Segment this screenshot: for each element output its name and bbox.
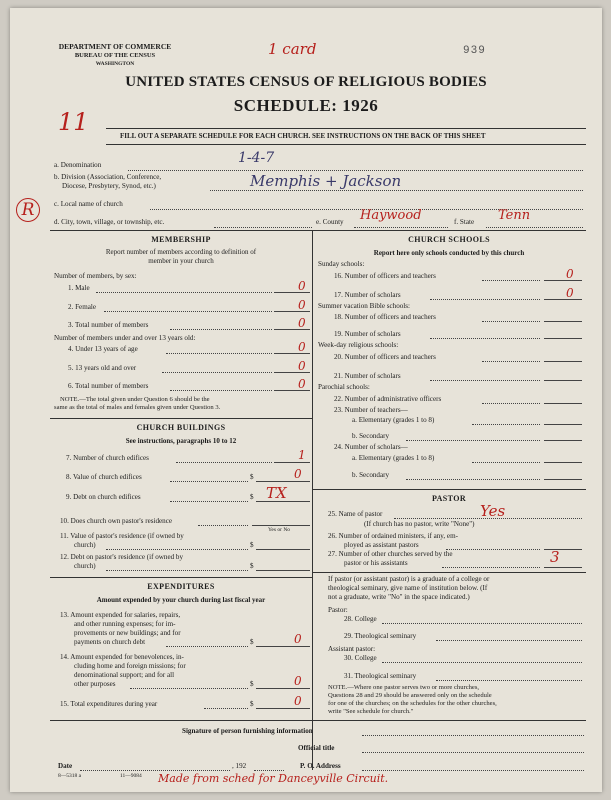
- q14-value: 0: [294, 674, 302, 688]
- q23-label: 23. Number of teachers—: [334, 406, 408, 414]
- q13-label-4: payments on church debt: [74, 638, 146, 646]
- sunday-schools-label: Sunday schools:: [318, 260, 365, 268]
- department-block: [40, 43, 190, 69]
- schools-header: CHURCH SCHOOLS: [408, 235, 490, 244]
- dept-line-2: BUREAU OF THE CENSUS: [74, 51, 156, 59]
- members-by-age-label: Number of members under and over 13 years old:: [54, 334, 196, 342]
- q14-dollar: $: [250, 680, 254, 688]
- po-address-label: P. O. Address: [300, 762, 341, 770]
- official-title-label: Official title: [298, 744, 335, 752]
- signature-label: Signature of person furnishing information: [182, 727, 313, 735]
- dept-line-3: WASHINGTON: [95, 61, 135, 67]
- q16-value: 0: [566, 267, 574, 281]
- q19-label: 19. Number of scholars: [334, 330, 401, 338]
- q27-label-1: 27. Number of other churches served by the: [328, 550, 453, 558]
- county-value: Haywood: [360, 208, 422, 223]
- pastor-header: PASTOR: [431, 494, 467, 503]
- q13-dollar: $: [250, 638, 254, 646]
- members-by-sex-label: Number of members, by sex:: [54, 272, 137, 280]
- q8-label: 8. Value of church edifices: [66, 473, 142, 481]
- q8-value: 0: [294, 467, 302, 481]
- q15-value: 0: [294, 694, 302, 708]
- division-label-2: Diocese, Presbytery, Synod, etc.): [62, 182, 156, 190]
- q7-value: 1: [298, 448, 306, 462]
- city-label: d. City, town, village, or township, etc.: [54, 218, 165, 226]
- q14-label-2: cluding home and foreign missions; for: [74, 662, 186, 670]
- q4-value: 0: [298, 340, 306, 354]
- q23a-label: a. Elementary (grades 1 to 8): [352, 416, 435, 424]
- county-label: e. County: [316, 218, 344, 226]
- q1-value: 0: [298, 279, 306, 293]
- membership-note-1: NOTE.—The total given under Question 6 should be the: [60, 396, 210, 403]
- q12-dollar: $: [250, 562, 254, 570]
- graduate-text-2: theological seminary, give name of institution below. (If: [328, 584, 488, 592]
- q22-label: 22. Number of administrative officers: [334, 395, 442, 403]
- dept-line-1: DEPARTMENT OF COMMERCE: [58, 42, 172, 51]
- q9-label: 9. Debt on church edifices: [66, 493, 141, 501]
- q20-label: 20. Number of officers and teachers: [334, 353, 436, 361]
- q28-label: 28. College: [344, 615, 377, 623]
- q25-sub: (If church has no pastor, write "None"): [364, 520, 475, 528]
- q24b-label: b. Secondary: [352, 471, 390, 479]
- parochial-schools-label: Parochial schools:: [318, 383, 370, 391]
- q3-label: 3. Total number of members: [68, 321, 149, 329]
- division-label-1: b. Division (Association, Conference,: [54, 173, 162, 181]
- q14-label-3: denominational support; and for all: [74, 671, 175, 679]
- membership-sub-2: member in your church: [148, 257, 214, 265]
- q12-label-2: church): [74, 562, 96, 570]
- q14-label-1: 14. Amount expended for benevolences, in-: [60, 653, 184, 661]
- membership-sub-1: Report number of members according to definition of: [105, 248, 257, 256]
- q26-label-2: ployed as assistant pastors: [344, 541, 419, 549]
- q11-label-2: church): [74, 541, 96, 549]
- q25-value: Yes: [480, 502, 506, 520]
- q13-value: 0: [294, 632, 302, 646]
- q16-label: 16. Number of officers and teachers: [334, 272, 436, 280]
- q6-label: 6. Total number of members: [68, 382, 149, 390]
- expenditures-sub: Amount expended by your church during last fiscal year: [96, 596, 266, 604]
- denomination-label: a. Denomination: [54, 161, 102, 169]
- membership-note-2: same as the total of males and females given under Question 3.: [54, 404, 221, 411]
- q5-value: 0: [298, 359, 306, 373]
- q18-label: 18. Number of officers and teachers: [334, 313, 436, 321]
- q25-label: 25. Name of pastor: [328, 510, 383, 518]
- form-code-2: 11—9084: [120, 773, 142, 779]
- buildings-sub: See instructions, paragraphs 10 to 12: [125, 437, 237, 445]
- form-title: UNITED STATES CENSUS OF RELIGIOUS BODIES: [125, 74, 487, 90]
- form-number: 939: [463, 45, 486, 57]
- yes-no-hint: Yes or No: [268, 527, 291, 533]
- q24-label: 24. Number of scholars—: [334, 443, 408, 451]
- q13-label-2: and other running expenses; for im-: [74, 620, 176, 628]
- q1-label: 1. Male: [68, 284, 90, 292]
- division-value: Memphis + Jackson: [250, 172, 402, 190]
- instructions-line: FILL OUT A SEPARATE SCHEDULE FOR EACH CHURCH. SEE INSTRUCTIONS ON THE BACK OF THIS SHEET: [120, 132, 486, 140]
- q26-label-1: 26. Number of ordained ministers, if any, em-: [328, 532, 458, 540]
- q8-dollar: $: [250, 473, 254, 481]
- q14-label-4: other purposes: [74, 680, 116, 688]
- date-year: , 192: [232, 762, 247, 770]
- q2-label: 2. Female: [68, 303, 96, 311]
- weekday-schools-label: Week-day religious schools:: [318, 341, 399, 349]
- pastor-note-4: write "See schedule for church.": [328, 708, 414, 715]
- q11-dollar: $: [250, 541, 254, 549]
- q13-label-1: 13. Amount expended for salaries, repairs,: [60, 611, 181, 619]
- circled-r-mark: R: [16, 198, 40, 222]
- form-code-1: 8—5318 a: [58, 773, 82, 779]
- date-label: Date: [58, 762, 73, 770]
- state-value: Tenn: [498, 208, 531, 223]
- q13-label-3: provements or new buildings; and for: [74, 629, 181, 637]
- pastor-note-1: NOTE.—Where one pastor serves two or more churches,: [328, 684, 480, 691]
- q10-label: 10. Does church own pastor's residence: [60, 517, 172, 525]
- handwritten-margin-number: 11: [58, 108, 89, 136]
- expenditures-header: EXPENDITURES: [147, 582, 215, 591]
- summer-schools-label: Summer vacation Bible schools:: [318, 302, 411, 310]
- pastor-note-2: Questions 28 and 29 should be answered only on the schedule: [328, 692, 492, 699]
- q3-value: 0: [298, 316, 306, 330]
- state-label: f. State: [454, 218, 475, 226]
- handwritten-card-note: 1 card: [268, 40, 317, 58]
- assistant-pastor-label: Assistant pastor:: [328, 645, 376, 653]
- pastor-label: Pastor:: [328, 606, 348, 614]
- q12-label-1: 12. Debt on pastor's residence (if owned by: [60, 553, 184, 561]
- graduate-text-1: If pastor (or assistant pastor) is a graduate of a college or: [328, 575, 490, 583]
- census-schedule-sheet: [10, 8, 602, 792]
- q7-label: 7. Number of church edifices: [66, 454, 149, 462]
- q2-value: 0: [298, 298, 306, 312]
- denomination-value: 1-4-7: [238, 150, 275, 166]
- buildings-header: CHURCH BUILDINGS: [136, 423, 226, 432]
- schedule-title: SCHEDULE: 1926: [233, 96, 379, 115]
- q15-dollar: $: [250, 700, 254, 708]
- graduate-text-3: not a graduate, write "No" in the space indicated.): [328, 593, 470, 601]
- q30-label: 30. College: [344, 654, 377, 662]
- q24a-label: a. Elementary (grades 1 to 8): [352, 454, 435, 462]
- q5-label: 5. 13 years old and over: [68, 364, 137, 372]
- handwritten-footer-note: Made from sched for Danceyville Circuit.: [158, 772, 389, 785]
- q9-value: TX: [266, 484, 287, 502]
- q23b-label: b. Secondary: [352, 432, 390, 440]
- q27-label-2: pastor or his assistants: [344, 559, 408, 567]
- q11-label-1: 11. Value of pastor's residence (if owned by: [60, 532, 184, 540]
- q17-label: 17. Number of scholars: [334, 291, 401, 299]
- q21-label: 21. Number of scholars: [334, 372, 401, 380]
- local-name-label: c. Local name of church: [54, 200, 123, 208]
- pastor-note-3: for one of the churches; on the schedules for the other churches,: [328, 700, 497, 707]
- schools-sub: Report here only schools conducted by this church: [373, 249, 525, 257]
- q17-value: 0: [566, 286, 574, 300]
- q27-value: 3: [550, 548, 560, 566]
- q31-label: 31. Theological seminary: [344, 672, 417, 680]
- q4-label: 4. Under 13 years of age: [68, 345, 138, 353]
- q15-label: 15. Total expenditures during year: [60, 700, 158, 708]
- q9-dollar: $: [250, 493, 254, 501]
- q29-label: 29. Theological seminary: [344, 632, 417, 640]
- membership-header: MEMBERSHIP: [151, 235, 211, 244]
- q6-value: 0: [298, 377, 306, 391]
